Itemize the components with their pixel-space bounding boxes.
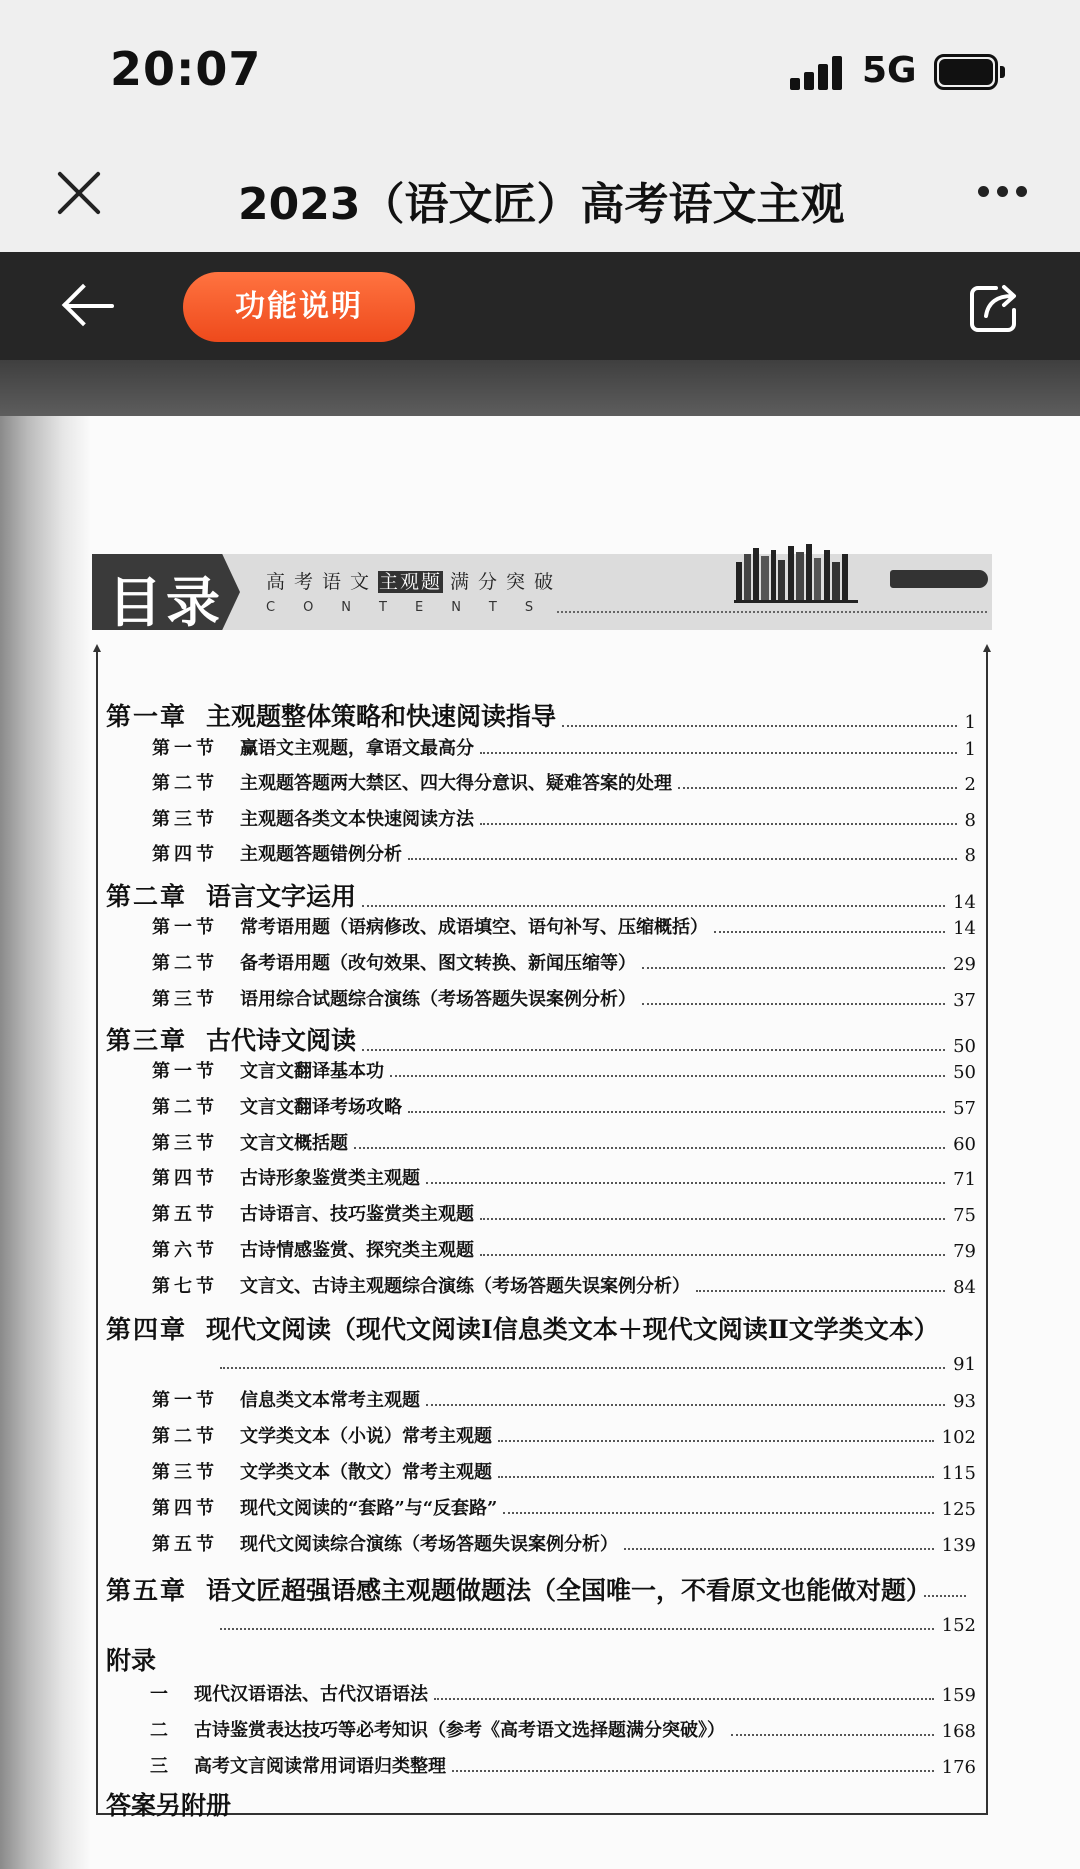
function-description-button[interactable]: 功能说明 (183, 272, 415, 342)
toc-page-number: 75 (953, 1205, 976, 1226)
toc-page-number: 29 (953, 954, 976, 975)
toc-heading: 答案另附册 (106, 1791, 232, 1820)
toc-page-number: 1 (964, 739, 976, 760)
toc-page-number: 139 (941, 1535, 976, 1556)
toc-entry[interactable] (152, 1422, 976, 1448)
toc-page-number: 60 (953, 1134, 976, 1155)
toc-entry[interactable] (152, 1093, 976, 1119)
toc-entry[interactable] (150, 1716, 976, 1742)
toc-title: 文言文翻译考场攻略 (240, 1097, 402, 1118)
toc-leader (480, 1218, 945, 1220)
share-icon[interactable] (966, 280, 1022, 336)
page-spine-shadow (0, 416, 90, 1869)
network-type: 5G (862, 50, 917, 91)
toc-number: 第三节 (152, 989, 218, 1010)
banner-tag (890, 570, 988, 588)
toc-leader (220, 1367, 945, 1369)
toc-entry[interactable] (152, 840, 976, 866)
toc-title: 主观题答题两大禁区、四大得分意识、疑难答案的处理 (240, 773, 672, 794)
book-title: 高考语文主观题 满分突破 (266, 571, 563, 593)
toc-entry-continued[interactable] (220, 1354, 976, 1375)
toc-page-number: 8 (964, 845, 976, 866)
toc-leader (408, 1111, 945, 1113)
frame-arrow-left (93, 644, 101, 652)
toc-title: 高考文言阅读常用词语归类整理 (194, 1756, 446, 1777)
frame-arrow-right (983, 644, 991, 652)
toc-title: 古诗鉴赏表达技巧等必考知识（参考《高考语文选择题满分突破》） (194, 1720, 725, 1741)
toc-number: 第七节 (152, 1276, 218, 1297)
toc-page-number: 159 (941, 1685, 976, 1706)
toc-entry[interactable] (152, 1386, 976, 1412)
toc-title: 主观题整体策略和快速阅读指导 (206, 702, 557, 731)
battery-icon (934, 54, 1004, 90)
toc-number: 第二节 (152, 953, 218, 974)
status-bar (0, 0, 1080, 140)
toc-entry[interactable] (106, 1021, 976, 1057)
toc-entry[interactable] (106, 1310, 939, 1346)
toc-page-number: 84 (953, 1277, 976, 1298)
toc-leader (498, 1440, 934, 1442)
toc-entry[interactable] (150, 1752, 976, 1778)
toc-leader (390, 1075, 945, 1077)
toc-heading: 附录 (106, 1646, 157, 1675)
toc-entry[interactable] (152, 805, 976, 831)
toc-entry[interactable] (152, 913, 976, 939)
toc-entry[interactable] (152, 734, 976, 760)
toc-number: 二 (150, 1720, 172, 1741)
page-title: 2023（语文匠）高考语文主观 (238, 179, 845, 230)
toc-page-number: 176 (941, 1757, 976, 1778)
toc-leader (624, 1548, 934, 1550)
toc-page-number: 102 (941, 1427, 976, 1448)
toc-title: 古诗形象鉴赏类主观题 (240, 1168, 420, 1189)
contents-heading: 目录 (108, 571, 224, 634)
toc-entry[interactable] (106, 877, 976, 913)
toc-page-number: 71 (953, 1169, 976, 1190)
toc-number: 三 (150, 1756, 172, 1777)
toolbar-shadow-band (0, 360, 1080, 416)
toc-entry[interactable] (152, 985, 976, 1011)
toc-number: 第四节 (152, 1168, 218, 1189)
toc-number: 一 (150, 1684, 172, 1705)
toc-entry-continued[interactable] (220, 1615, 976, 1636)
frame-line-right (986, 650, 988, 1814)
toc-title: 主观题各类文本快速阅读方法 (240, 809, 474, 830)
toc-leader (426, 1182, 945, 1184)
toc-page-number: 1 (964, 712, 976, 733)
toc-number: 第一节 (152, 917, 218, 938)
toc-leader (480, 752, 957, 754)
toc-entry[interactable] (106, 697, 976, 733)
back-arrow-icon[interactable] (60, 282, 114, 330)
toc-title: 主观题答题错例分析 (240, 844, 402, 865)
toc-number: 第二章 (106, 882, 188, 911)
more-icon[interactable] (978, 186, 1028, 198)
toc-leader (642, 1003, 945, 1005)
toc-entry[interactable] (152, 769, 976, 795)
toc-number: 第一章 (106, 702, 188, 731)
toc-title: 文言文概括题 (240, 1133, 348, 1154)
toc-leader (924, 1595, 966, 1597)
toc-leader (362, 905, 945, 907)
toc-title: 赢语文主观题，拿语文最高分 (240, 738, 474, 759)
toc-page-number: 125 (941, 1499, 976, 1520)
banner-dotted-line (557, 611, 987, 613)
status-time: 20:07 (110, 42, 262, 96)
toc-entry[interactable] (152, 1057, 976, 1083)
toc-entry[interactable] (152, 1200, 976, 1226)
toc-page-number: 2 (964, 774, 976, 795)
toc-page-number: 50 (953, 1062, 976, 1083)
toc-leader (678, 787, 957, 789)
toc-leader (408, 858, 957, 860)
toc-page-number: 152 (941, 1615, 976, 1636)
toc-number: 第二节 (152, 773, 218, 794)
toc-leader (434, 1698, 934, 1700)
nav-bar (0, 140, 1080, 252)
toc-number: 第三节 (152, 809, 218, 830)
toc-entry[interactable] (152, 949, 976, 975)
toc-page-number: 93 (953, 1391, 976, 1412)
toc-number: 第三节 (152, 1462, 218, 1483)
toc-page-number: 50 (953, 1036, 976, 1057)
toc-leader (452, 1770, 934, 1772)
toc-number: 第五节 (152, 1534, 218, 1555)
toc-title: 现代文阅读的“套路”与“反套路” (240, 1498, 498, 1519)
toc-page-number: 115 (941, 1463, 976, 1484)
toc-page-number: 14 (953, 892, 976, 913)
toc-entry[interactable] (152, 1129, 976, 1155)
toc-title: 常考语用题（语病修改、成语填空、语句补写、压缩概括） (240, 917, 708, 938)
toc-entry[interactable] (152, 1164, 976, 1190)
toc-page-number: 91 (953, 1354, 976, 1375)
toc-title: 语文匠超强语感主观题做题法（全国唯一，不看原文也能做对题） (206, 1576, 932, 1605)
toc-number: 第二节 (152, 1097, 218, 1118)
toc-number: 第一节 (152, 1390, 218, 1411)
toc-entry[interactable] (150, 1680, 976, 1706)
toc-entry[interactable] (152, 1458, 976, 1484)
toc-entry[interactable] (152, 1494, 976, 1520)
toc-page-number: 37 (953, 990, 976, 1011)
toc-title: 现代文阅读综合演练（考场答题失误案例分析） (240, 1534, 618, 1555)
toc-number: 第四节 (152, 1498, 218, 1519)
toc-page-number: 57 (953, 1098, 976, 1119)
toc-entry[interactable] (152, 1530, 976, 1556)
toc-title: 文学类文本（散文）常考主观题 (240, 1462, 492, 1483)
toc-leader (731, 1734, 934, 1736)
toc-number: 第二节 (152, 1426, 218, 1447)
toc-number: 第六节 (152, 1240, 218, 1261)
toc-leader (696, 1290, 945, 1292)
toc-title: 语言文字运用 (206, 882, 357, 911)
toc-leader (498, 1476, 934, 1478)
toc-leader (480, 823, 957, 825)
toc-number: 第三章 (106, 1026, 188, 1055)
toc-page-number: 79 (953, 1241, 976, 1262)
toc-leader (503, 1512, 933, 1514)
toc-page-number: 14 (953, 918, 976, 939)
toc-entry[interactable] (152, 1236, 976, 1262)
reader-toolbar (0, 252, 1080, 360)
close-icon[interactable] (55, 168, 103, 216)
toc-number: 第一节 (152, 1061, 218, 1082)
toc-number: 第三节 (152, 1133, 218, 1154)
toc-title: 语用综合试题综合演练（考场答题失误案例分析） (240, 989, 636, 1010)
toc-number: 第五节 (152, 1204, 218, 1225)
toc-leader (642, 967, 945, 969)
books-icon (734, 540, 858, 604)
toc-number: 第五章 (106, 1576, 188, 1605)
signal-icon (790, 56, 850, 90)
toc-leader (480, 1254, 945, 1256)
frame-line-left (96, 650, 98, 1814)
toc-entry[interactable] (106, 1571, 931, 1607)
toc-number: 第四章 (106, 1315, 188, 1344)
toc-leader (714, 931, 945, 933)
toc-page-number: 8 (964, 810, 976, 831)
toc-leader (354, 1147, 945, 1149)
toc-page-number: 168 (941, 1721, 976, 1742)
toc-leader (220, 1628, 934, 1630)
toc-number: 第四节 (152, 844, 218, 865)
toc-title: 文学类文本（小说）常考主观题 (240, 1426, 492, 1447)
toc-title: 文言文、古诗主观题综合演练（考场答题失误案例分析） (240, 1276, 690, 1297)
toc-title: 古代诗文阅读 (206, 1026, 357, 1055)
toc-leader (426, 1404, 945, 1406)
toc-leader (562, 725, 957, 727)
toc-entry[interactable] (152, 1272, 976, 1298)
toc-title: 古诗语言、技巧鉴赏类主观题 (240, 1204, 474, 1225)
toc-title: 现代汉语语法、古代汉语语法 (194, 1684, 428, 1705)
toc-title: 古诗情感鉴赏、探究类主观题 (240, 1240, 474, 1261)
contents-subtitle: CONTENTS (266, 600, 562, 615)
toc-number: 第一节 (152, 738, 218, 759)
toc-title: 文言文翻译基本功 (240, 1061, 384, 1082)
toc-leader (362, 1049, 945, 1051)
toc-title: 备考语用题（改句效果、图文转换、新闻压缩等） (240, 953, 636, 974)
toc-title: 现代文阅读（现代文阅读Ⅰ信息类文本＋现代文阅读Ⅱ文学类文本） (206, 1315, 939, 1344)
toc-title: 信息类文本常考主观题 (240, 1390, 420, 1411)
